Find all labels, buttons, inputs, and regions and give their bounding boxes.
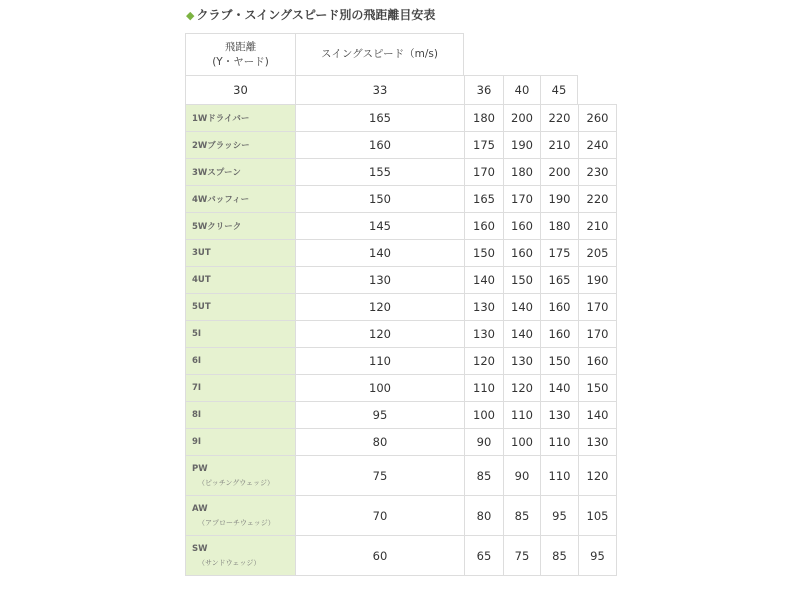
distance-value-cell: 220 (540, 104, 579, 132)
club-cell: 5UT (185, 293, 296, 321)
distance-value-cell: 130 (540, 401, 579, 429)
distance-value-cell: 90 (503, 455, 541, 496)
distance-value-cell: 150 (464, 239, 504, 267)
table-title (186, 6, 435, 23)
distance-header (185, 33, 296, 76)
distance-value-cell: 160 (464, 212, 504, 240)
distance-value-cell: 110 (503, 401, 541, 429)
distance-value-cell: 190 (503, 131, 541, 159)
club-subname: （サンドウェッジ） (198, 558, 261, 567)
distance-value-cell: 105 (578, 495, 617, 536)
distance-value-cell: 140 (295, 239, 465, 267)
distance-value-cell: 75 (503, 535, 541, 576)
distance-value-cell: 180 (540, 212, 579, 240)
distance-value-cell: 190 (540, 185, 579, 213)
club-name: PW (192, 463, 208, 474)
club-cell: 5Wクリーク (185, 212, 296, 240)
club-cell: 4Wバッフィー (185, 185, 296, 213)
club-cell: 4UT (185, 266, 296, 294)
club-name: AW (192, 503, 208, 514)
distance-value-cell: 180 (503, 158, 541, 186)
distance-value-cell: 165 (540, 266, 579, 294)
distance-value-cell: 110 (540, 428, 579, 456)
distance-value-cell: 120 (295, 293, 465, 321)
distance-value-cell: 110 (295, 347, 465, 375)
distance-value-cell: 90 (464, 428, 504, 456)
distance-value-cell: 140 (503, 293, 541, 321)
distance-value-cell: 210 (578, 212, 617, 240)
speed-cell: 33 (295, 75, 465, 105)
club-cell: 8I (185, 401, 296, 429)
diamond-bullet-icon: ◆ (186, 9, 195, 22)
club-cell: 5I (185, 320, 296, 348)
club-cell: 7I (185, 374, 296, 402)
distance-value-cell: 150 (578, 374, 617, 402)
distance-value-cell: 75 (295, 455, 465, 496)
distance-value-cell: 110 (464, 374, 504, 402)
speed-header (295, 33, 464, 76)
title-text: クラブ・スイングスピード別の飛距離目安表 (196, 8, 436, 22)
club-subname: （アプローチウェッジ） (198, 518, 275, 527)
distance-value-cell: 170 (464, 158, 504, 186)
distance-value-cell: 120 (578, 455, 617, 496)
distance-value-cell: 240 (578, 131, 617, 159)
distance-value-cell: 130 (295, 266, 465, 294)
distance-value-cell: 140 (540, 374, 579, 402)
distance-value-cell: 150 (295, 185, 465, 213)
speed-cell: 40 (503, 75, 541, 105)
distance-value-cell: 160 (540, 293, 579, 321)
distance-value-cell: 160 (540, 320, 579, 348)
club-cell: 3UT (185, 239, 296, 267)
distance-value-cell: 170 (503, 185, 541, 213)
distance-value-cell: 100 (503, 428, 541, 456)
distance-value-cell: 150 (503, 266, 541, 294)
club-name: SW (192, 543, 208, 554)
club-cell (185, 455, 296, 496)
distance-value-cell: 180 (464, 104, 504, 132)
distance-value-cell: 130 (578, 428, 617, 456)
club-subname: （ピッチングウェッジ） (198, 478, 274, 487)
distance-value-cell: 155 (295, 158, 465, 186)
club-cell: 2Wブラッシー (185, 131, 296, 159)
distance-value-cell: 130 (503, 347, 541, 375)
distance-value-cell: 100 (464, 401, 504, 429)
distance-value-cell: 95 (578, 535, 617, 576)
distance-value-cell: 95 (540, 495, 579, 536)
distance-value-cell: 110 (540, 455, 579, 496)
club-cell: 9I (185, 428, 296, 456)
club-cell: 1Wドライバー (185, 104, 296, 132)
distance-value-cell: 130 (464, 320, 504, 348)
distance-value-cell: 200 (503, 104, 541, 132)
distance-header-line1: 飛距離 (224, 40, 257, 53)
distance-value-cell: 205 (578, 239, 617, 267)
distance-value-cell: 165 (295, 104, 465, 132)
distance-value-cell: 210 (540, 131, 579, 159)
distance-header-line2: (Y・ヤード) (212, 55, 269, 68)
distance-value-cell: 160 (503, 212, 541, 240)
distance-value-cell: 165 (464, 185, 504, 213)
club-cell: 3Wスプーン (185, 158, 296, 186)
distance-value-cell: 130 (464, 293, 504, 321)
distance-value-cell: 175 (540, 239, 579, 267)
distance-value-cell: 120 (464, 347, 504, 375)
distance-value-cell: 150 (540, 347, 579, 375)
distance-value-cell: 65 (464, 535, 504, 576)
distance-value-cell: 85 (503, 495, 541, 536)
distance-value-cell: 200 (540, 158, 579, 186)
distance-value-cell: 70 (295, 495, 465, 536)
distance-value-cell: 120 (295, 320, 465, 348)
club-cell: 6I (185, 347, 296, 375)
distance-value-cell: 145 (295, 212, 465, 240)
distance-value-cell: 160 (295, 131, 465, 159)
distance-value-cell: 100 (295, 374, 465, 402)
distance-value-cell: 60 (295, 535, 465, 576)
distance-value-cell: 160 (503, 239, 541, 267)
distance-value-cell: 230 (578, 158, 617, 186)
distance-value-cell: 190 (578, 266, 617, 294)
speed-cell: 45 (540, 75, 578, 105)
distance-value-cell: 120 (503, 374, 541, 402)
distance-value-cell: 85 (540, 535, 579, 576)
distance-value-cell: 170 (578, 320, 617, 348)
distance-value-cell: 95 (295, 401, 465, 429)
distance-value-cell: 140 (578, 401, 617, 429)
distance-value-cell: 160 (578, 347, 617, 375)
distance-value-cell: 140 (464, 266, 504, 294)
distance-value-cell: 170 (578, 293, 617, 321)
speed-cell: 30 (185, 75, 296, 105)
distance-value-cell: 140 (503, 320, 541, 348)
speed-header-label: スイングスピード（m/s) (321, 48, 438, 60)
distance-value-cell: 85 (464, 455, 504, 496)
distance-value-cell: 80 (464, 495, 504, 536)
distance-value-cell: 80 (295, 428, 465, 456)
distance-value-cell: 260 (578, 104, 617, 132)
club-cell (185, 535, 296, 576)
distance-value-cell: 175 (464, 131, 504, 159)
distance-value-cell: 220 (578, 185, 617, 213)
speed-cell: 36 (464, 75, 504, 105)
club-cell (185, 495, 296, 536)
